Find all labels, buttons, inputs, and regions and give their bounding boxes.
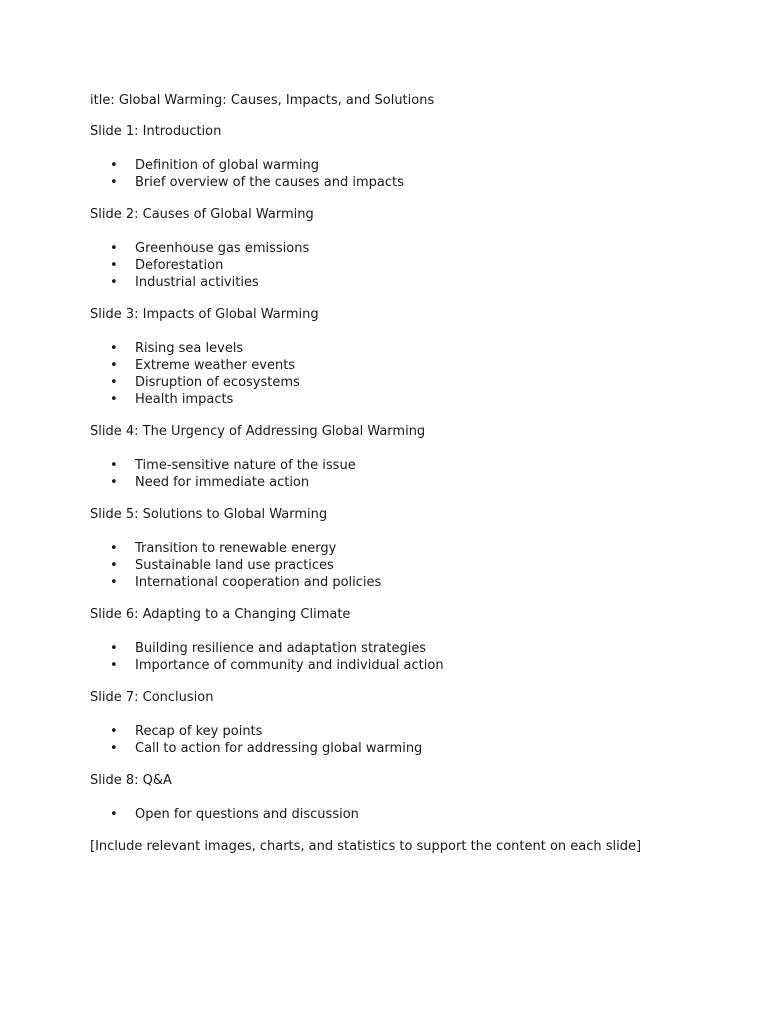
- bullet-icon: •: [110, 175, 118, 190]
- list-item: [90, 391, 730, 408]
- slide-section: [90, 772, 730, 823]
- list-item: [90, 806, 730, 823]
- bullet-icon: •: [110, 458, 118, 473]
- slide-section: [90, 306, 730, 408]
- slide-section: [90, 606, 730, 674]
- slide-heading: Slide 1: Introduction: [90, 124, 222, 139]
- slide-heading: Slide 3: Impacts of Global Warming: [90, 307, 319, 322]
- list-item-text: Brief overview of the causes and impacts: [135, 175, 404, 190]
- list-item-text: Building resilience and adaptation strategies: [135, 641, 427, 656]
- list-item: [90, 340, 730, 357]
- list-item: [90, 357, 730, 374]
- slide-heading: Slide 7: Conclusion: [90, 690, 214, 705]
- list-item: [90, 457, 730, 474]
- bullet-icon: •: [110, 275, 118, 290]
- slide-section: [90, 689, 730, 757]
- list-item-text: International cooperation and policies: [135, 575, 382, 590]
- list-item-text: Greenhouse gas emissions: [135, 241, 310, 256]
- list-item: [90, 640, 730, 657]
- list-item: [90, 657, 730, 674]
- footer-note: [Include relevant images, charts, and statistics to support the content on each slide]: [90, 839, 642, 854]
- list-item-text: Deforestation: [135, 258, 224, 273]
- list-item-text: Call to action for addressing global warming: [135, 741, 423, 756]
- bullet-list: [90, 806, 730, 823]
- list-item-text: Extreme weather events: [135, 358, 296, 373]
- slide-heading: Slide 4: The Urgency of Addressing Global Warming: [90, 424, 426, 439]
- slide-outline: [90, 123, 730, 823]
- bullet-list: [90, 240, 730, 291]
- list-item-text: Definition of global warming: [135, 158, 320, 173]
- bullet-icon: •: [110, 158, 118, 173]
- list-item: [90, 257, 730, 274]
- slide-heading: Slide 2: Causes of Global Warming: [90, 207, 314, 222]
- list-item: [90, 274, 730, 291]
- bullet-list: [90, 640, 730, 674]
- list-item-text: Disruption of ecosystems: [135, 375, 300, 390]
- bullet-icon: •: [110, 741, 118, 756]
- list-item-text: Recap of key points: [135, 724, 263, 739]
- bullet-icon: •: [110, 341, 118, 356]
- list-item: [90, 174, 730, 191]
- bullet-icon: •: [110, 375, 118, 390]
- list-item-text: Open for questions and discussion: [135, 807, 359, 822]
- list-item-text: Time-sensitive nature of the issue: [135, 458, 356, 473]
- list-item-text: Health impacts: [135, 392, 234, 407]
- list-item-text: Industrial activities: [135, 275, 259, 290]
- bullet-list: [90, 723, 730, 757]
- list-item-text: Sustainable land use practices: [135, 558, 334, 573]
- list-item-text: Rising sea levels: [135, 341, 244, 356]
- bullet-icon: •: [110, 724, 118, 739]
- slide-section: [90, 206, 730, 291]
- bullet-icon: •: [110, 558, 118, 573]
- bullet-icon: •: [110, 241, 118, 256]
- bullet-icon: •: [110, 641, 118, 656]
- list-item: [90, 240, 730, 257]
- bullet-list: [90, 540, 730, 591]
- list-item: [90, 740, 730, 757]
- document-title: itle: Global Warming: Causes, Impacts, and Solutions: [90, 93, 435, 108]
- bullet-list: [90, 457, 730, 491]
- list-item: [90, 540, 730, 557]
- list-item: [90, 374, 730, 391]
- slide-heading: Slide 5: Solutions to Global Warming: [90, 507, 328, 522]
- bullet-icon: •: [110, 475, 118, 490]
- list-item: [90, 157, 730, 174]
- list-item: [90, 723, 730, 740]
- list-item-text: Need for immediate action: [135, 475, 310, 490]
- bullet-icon: •: [110, 392, 118, 407]
- bullet-icon: •: [110, 358, 118, 373]
- bullet-icon: •: [110, 258, 118, 273]
- slide-section: [90, 423, 730, 491]
- list-item: [90, 474, 730, 491]
- bullet-icon: •: [110, 658, 118, 673]
- slide-section: [90, 506, 730, 591]
- list-item: [90, 557, 730, 574]
- bullet-icon: •: [110, 541, 118, 556]
- slide-heading: Slide 6: Adapting to a Changing Climate: [90, 607, 351, 622]
- list-item-text: Transition to renewable energy: [135, 541, 337, 556]
- bullet-icon: •: [110, 575, 118, 590]
- list-item: [90, 574, 730, 591]
- slide-heading: Slide 8: Q&A: [90, 773, 172, 788]
- bullet-list: [90, 157, 730, 191]
- slide-section: [90, 123, 730, 191]
- bullet-list: [90, 340, 730, 408]
- bullet-icon: •: [110, 807, 118, 822]
- document-page: [90, 92, 730, 868]
- list-item-text: Importance of community and individual action: [135, 658, 444, 673]
